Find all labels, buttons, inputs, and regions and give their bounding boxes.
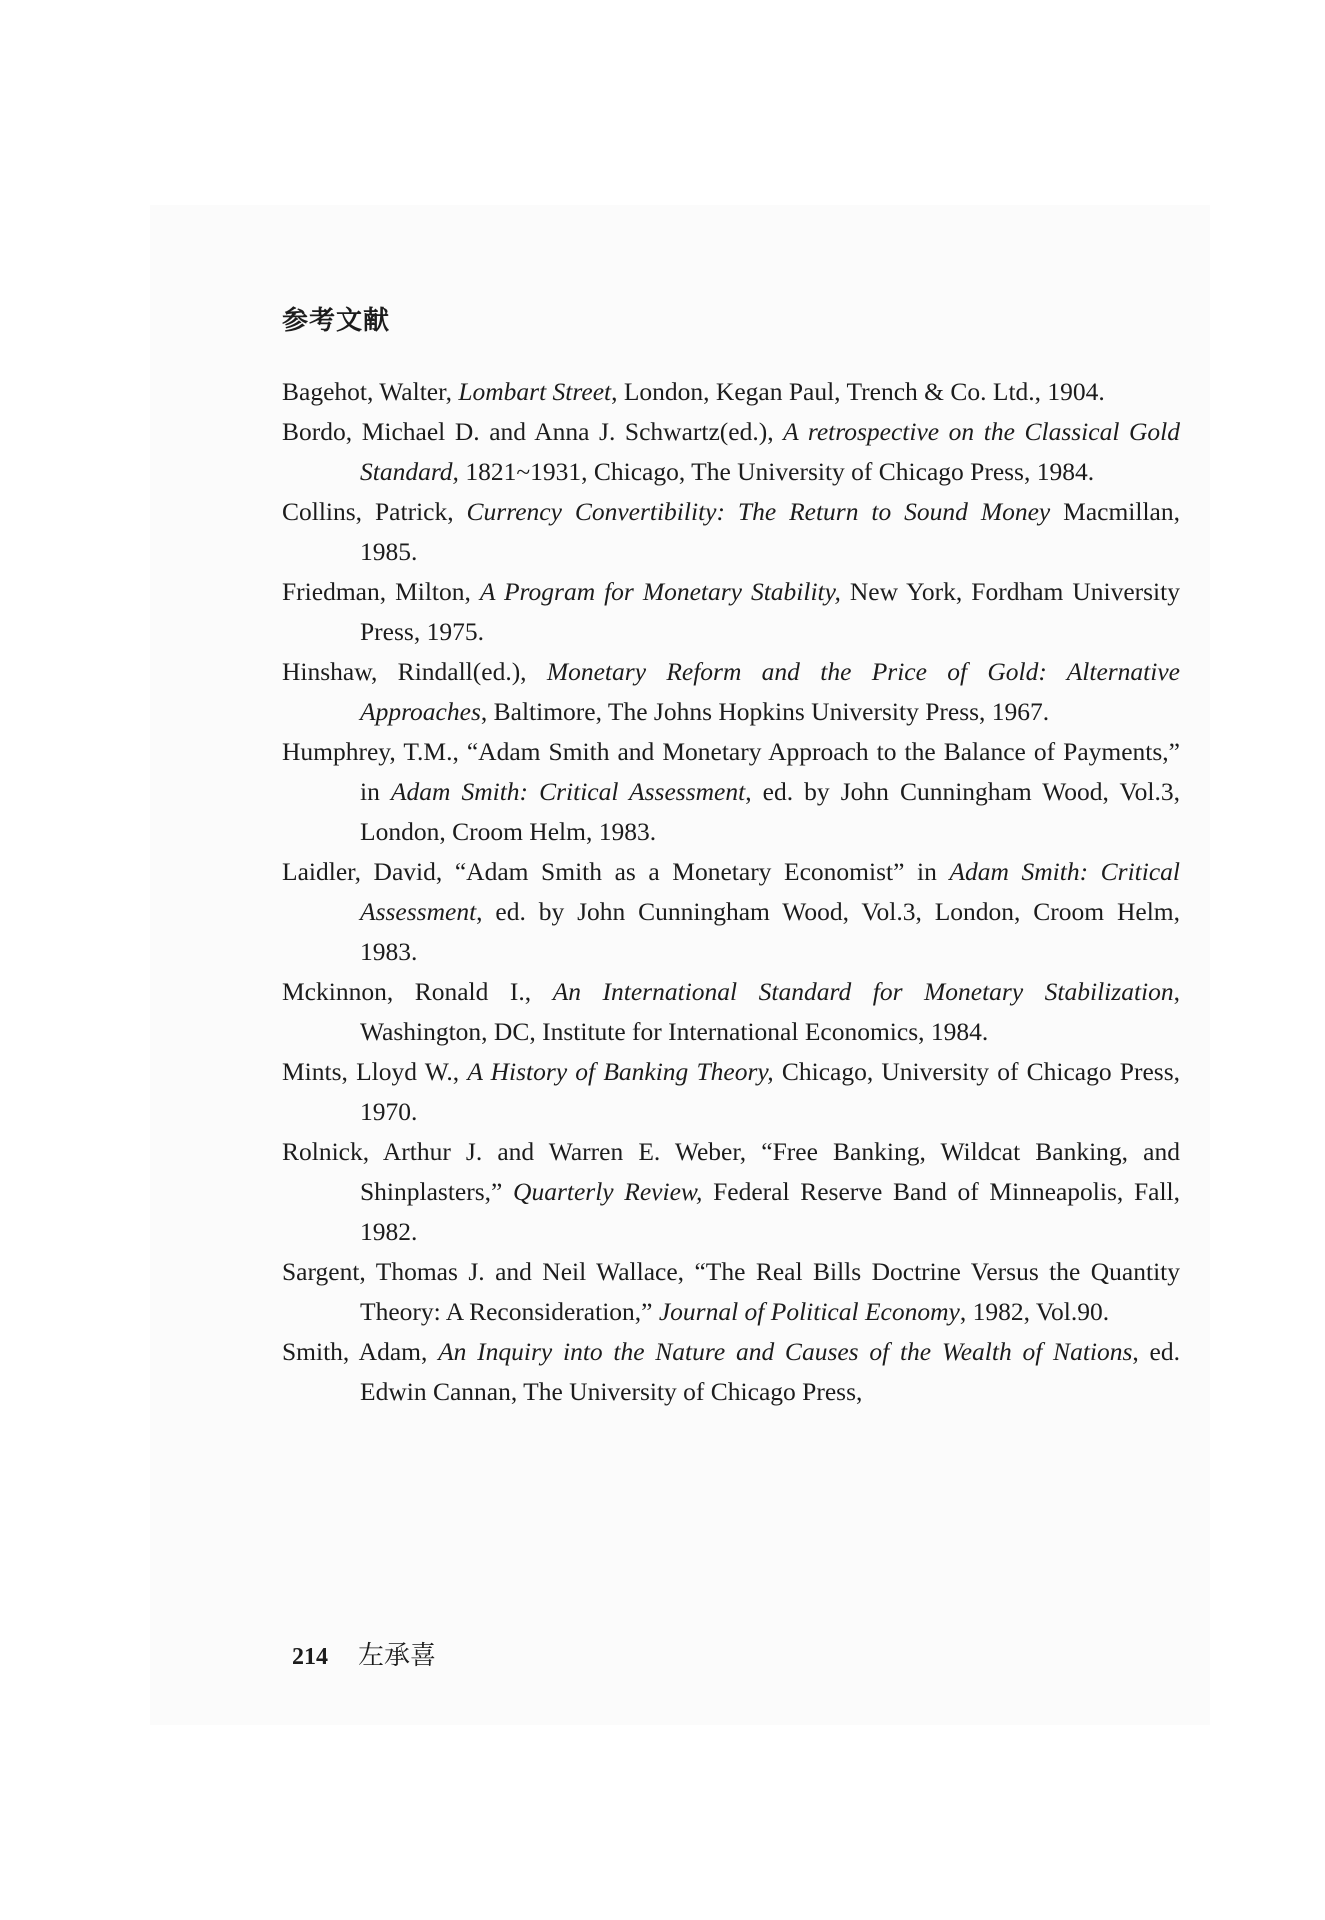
reference-entry <box>282 372 1180 412</box>
reference-text: Rolnick, Arthur J. and Warren E. Weber, “Free Banking, Wildcat Banking, and Shinplasters,” <box>282 1137 1180 1206</box>
reference-entry <box>282 732 1180 852</box>
running-author: 左承喜 <box>358 1641 437 1670</box>
reference-text: Bagehot, Walter, <box>282 377 459 406</box>
reference-title: Lombart Street <box>458 377 612 406</box>
reference-entry <box>282 852 1180 972</box>
reference-entry <box>282 1332 1180 1412</box>
reference-title: Quarterly Review, <box>513 1177 703 1206</box>
reference-entry <box>282 652 1180 732</box>
reference-text: , ed. by John Cunningham Wood, Vol.3, London, Croom Helm, 1983. <box>360 777 1180 846</box>
reference-text: Hinshaw, Rindall(ed.), <box>282 657 547 686</box>
reference-text: , ed. by John Cunningham Wood, Vol.3, London, Croom Helm, 1983. <box>360 897 1180 966</box>
reference-text: Macmillan, 1985. <box>360 497 1181 566</box>
reference-text: , 1982, Vol.90. <box>959 1297 1110 1326</box>
reference-text: Smith, Adam, <box>282 1337 439 1366</box>
reference-title: Adam Smith: Critical Assessment <box>360 857 1180 926</box>
reference-text: New York, Fordham University Press, 1975. <box>360 577 1180 646</box>
reference-title: Monetary Reform and the Price of Gold: Alternative Approaches <box>360 657 1180 726</box>
section-heading: 参考文献 <box>282 306 391 335</box>
reference-title: Currency Convertibility: The Return to Sound Money <box>466 497 1051 526</box>
reference-title: A Program for Monetary Stability, <box>479 577 841 606</box>
reference-text: 1821~1931, Chicago, The University of Chicago Press, 1984. <box>458 457 1095 486</box>
reference-title: Journal of Political Economy <box>658 1297 960 1326</box>
reference-text: Sargent, Thomas J. and Neil Wallace, “The Real Bills Doctrine Versus the Quantity Theory: A Reconsideration,” <box>282 1257 1180 1326</box>
reference-list <box>282 372 1180 1412</box>
reference-entry <box>282 1252 1180 1332</box>
page-number: 214 <box>292 1644 328 1670</box>
reference-text: Friedman, Milton, <box>282 577 480 606</box>
reference-text: , ed. Edwin Cannan, The University of Chicago Press, <box>360 1337 1180 1406</box>
reference-text: Chicago, University of Chicago Press, 1970. <box>360 1057 1180 1126</box>
reference-entry <box>282 1132 1180 1252</box>
reference-title: A retrospective on the Classical Gold Standard, <box>360 417 1181 486</box>
reference-title: An Inquiry into the Nature and Causes of the Wealth of Nations <box>438 1337 1133 1366</box>
reference-text: , Baltimore, The Johns Hopkins University Press, 1967. <box>480 697 1050 726</box>
reference-text: Mckinnon, Ronald I., <box>282 977 553 1006</box>
reference-entry <box>282 492 1180 572</box>
reference-entry <box>282 412 1180 492</box>
reference-text: Federal Reserve Band of Minneapolis, Fall, 1982. <box>360 1177 1180 1246</box>
reference-entry <box>282 572 1180 652</box>
reference-text: Collins, Patrick, <box>282 497 467 526</box>
reference-title: A History of Banking Theory, <box>467 1057 774 1086</box>
reference-text: , Washington, DC, Institute for International Economics, 1984. <box>360 977 1180 1046</box>
reference-text: Bordo, Michael D. and Anna J. Schwartz(ed.), <box>282 417 784 446</box>
reference-entry <box>282 972 1180 1052</box>
reference-text: , London, Kegan Paul, Trench & Co. Ltd., 1904. <box>611 377 1105 406</box>
reference-title: Adam Smith: Critical Assessment <box>390 777 746 806</box>
page-footer <box>292 1635 436 1672</box>
reference-text: Humphrey, T.M., “Adam Smith and Monetary Approach to the Balance of Payments,” in <box>282 737 1180 806</box>
reference-entry <box>282 1052 1180 1132</box>
reference-title: An International Standard for Monetary Stabilization <box>552 977 1174 1006</box>
reference-text: Mints, Lloyd W., <box>282 1057 468 1086</box>
reference-text: Laidler, David, “Adam Smith as a Monetary Economist” in <box>282 857 950 886</box>
